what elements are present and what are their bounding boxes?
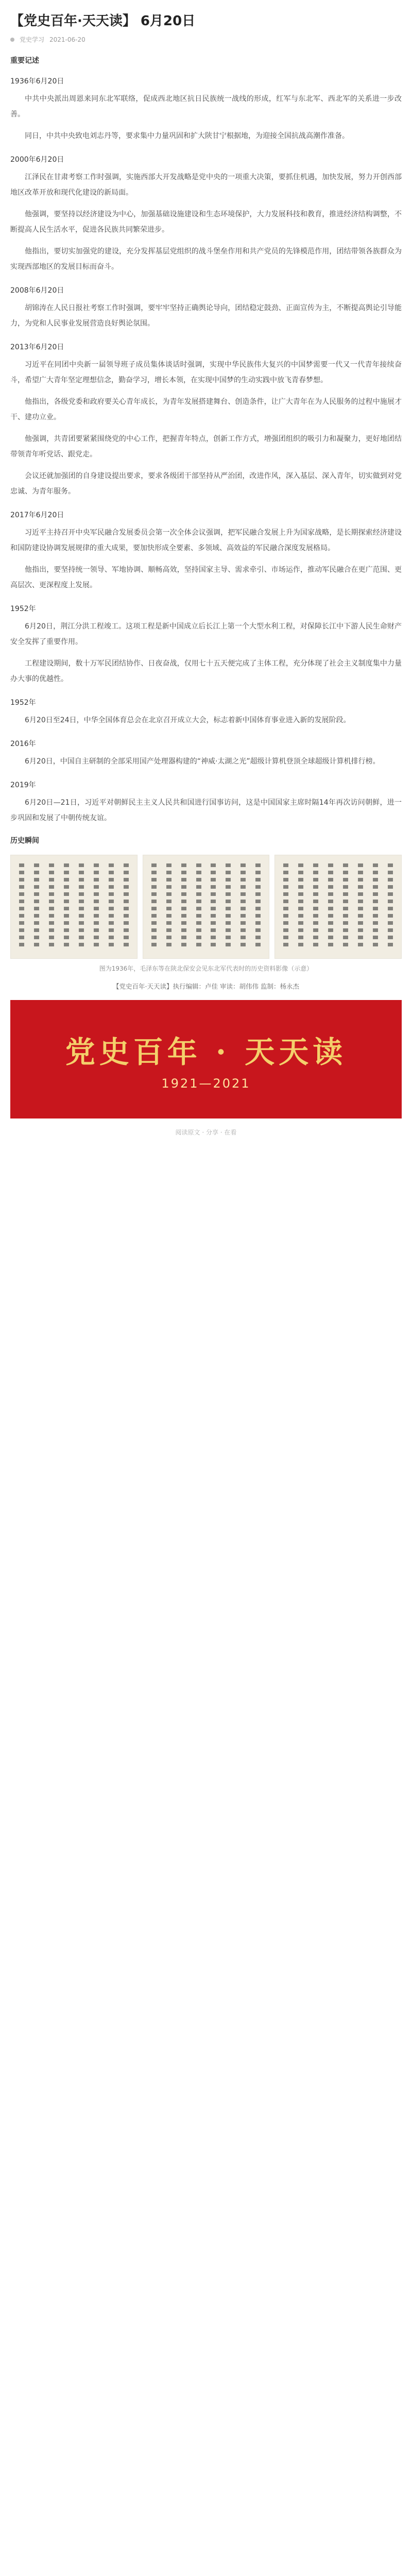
event-year: 2013年6月20日 bbox=[10, 343, 64, 351]
event-paragraph: 中共中央派出周恩来同东北军联络，促成西北地区抗日民族统一战线的形成，红军与东北军、西北军的关系进一步改善。 bbox=[10, 95, 402, 118]
author[interactable]: 党史学习 bbox=[20, 36, 45, 43]
calligraphy-image-2[interactable] bbox=[143, 855, 270, 959]
event-paragraph: 同日，中共中央致电刘志丹等，要求集中力量巩固和扩大陕甘宁根据地，为迎接全国抗战高潮作准备。 bbox=[25, 132, 349, 140]
gallery-caption: 图为1936年，毛泽东等在陕北保安会见东北军代表时的历史资料影像（示意） bbox=[99, 965, 313, 972]
banner-subtitle: 1921—2021 bbox=[161, 1076, 251, 1091]
event-year: 2000年6月20日 bbox=[10, 156, 64, 164]
footer-actions[interactable]: 阅读原文 · 分享 · 在看 bbox=[175, 1129, 237, 1136]
event-paragraph: 习近平主持召开中央军民融合发展委员会第一次全体会议强调，把军民融合发展上升为国家战略，是长期探索经济建设和国防建设协调发展规律的重大成果，要加快形成全要素、多领域、高效益的军民融合深度发展格局。 bbox=[10, 529, 402, 552]
event-paragraph: 他指出，要切实加强党的建设，充分发挥基层党组织的战斗堡垒作用和共产党员的先锋模范作用，团结带领各族群众为实现西部地区的发展目标而奋斗。 bbox=[10, 247, 402, 271]
event-paragraph: 他强调，共青团要紧紧围绕党的中心工作，把握青年特点，创新工作方式，增强团组织的吸引力和凝聚力，更好地团结带领青年听党话、跟党走。 bbox=[10, 435, 402, 459]
event-paragraph: 胡锦涛在人民日报社考察工作时强调，要牢牢坚持正确舆论导向，团结稳定鼓劲、正面宣传为主，不断提高舆论引导能力，为党和人民事业发展营造良好舆论氛围。 bbox=[10, 304, 402, 328]
event-paragraph: 6月20日至24日，中华全国体育总会在北京召开成立大会，标志着新中国体育事业进入新的发展阶段。 bbox=[25, 716, 351, 724]
editor-credits: 【党史百年·天天读】执行编辑：卢佳 审读：胡伟伟 监制：杨永杰 bbox=[113, 982, 299, 990]
event-paragraph: 他指出，要坚持统一领导、军地协调、顺畅高效，坚持国家主导、需求牵引、市场运作，推动军民融合在更广范围、更高层次、更深程度上发展。 bbox=[10, 566, 402, 589]
meta-row bbox=[10, 35, 402, 44]
banner-title: 党史百年 · 天天读 bbox=[65, 1035, 347, 1070]
publish-date: 2021-06-20 bbox=[49, 36, 85, 43]
event-year: 1952年 bbox=[10, 605, 36, 613]
section-label-gallery: 历史瞬间 bbox=[10, 837, 39, 845]
calligraphy-image-3[interactable] bbox=[274, 855, 402, 959]
calligraphy-image-1[interactable] bbox=[10, 855, 138, 959]
event-year: 2017年6月20日 bbox=[10, 511, 64, 519]
event-paragraph: 工程建设期间，数十万军民团结协作、日夜奋战，仅用七十五天便完成了主体工程，充分体现了社会主义制度集中力量办大事的优越性。 bbox=[10, 659, 402, 683]
event-paragraph: 6月20日，中国自主研制的全部采用国产处理器构建的“神威·太湖之光”超级计算机登顶全球超级计算机排行榜。 bbox=[25, 757, 380, 766]
article bbox=[10, 0, 402, 1137]
event-year: 2019年 bbox=[10, 781, 36, 789]
event-year: 2016年 bbox=[10, 740, 36, 748]
event-year: 1952年 bbox=[10, 699, 36, 707]
photo-gallery bbox=[10, 855, 402, 959]
event-year: 1936年6月20日 bbox=[10, 77, 64, 86]
page-title: 【党史百年·天天读】 6月20日 bbox=[10, 13, 196, 29]
event-paragraph: 江泽民在甘肃考察工作时强调，实施西部大开发战略是党中央的一项重大决策，要抓住机遇，加快发展，努力开创西部地区改革开放和现代化建设的新局面。 bbox=[10, 173, 402, 197]
event-paragraph: 他指出，各级党委和政府要关心青年成长，为青年发展搭建舞台、创造条件，让广大青年在为人民服务的过程中施展才干、建功立业。 bbox=[10, 398, 402, 421]
event-paragraph: 会议还就加强团的自身建设提出要求，要求各级团干部坚持从严治团，改进作风，深入基层、深入青年，切实做到对党忠诚、为青年服务。 bbox=[10, 472, 402, 496]
author-icon bbox=[10, 38, 14, 42]
banner-image bbox=[10, 1000, 402, 1118]
event-paragraph: 6月20日—21日，习近平对朝鲜民主主义人民共和国进行国事访问，这是中国国家主席时隔14年再次访问朝鲜，进一步巩固和发展了中朝传统友谊。 bbox=[10, 799, 402, 822]
content-blocks bbox=[10, 76, 402, 826]
event-paragraph: 他强调，要坚持以经济建设为中心，加强基础设施建设和生态环境保护，大力发展科技和教育，推进经济结构调整，不断提高人民生活水平，促进各民族共同繁荣进步。 bbox=[10, 210, 402, 234]
event-paragraph: 6月20日，荆江分洪工程竣工。这项工程是新中国成立后长江上第一个大型水利工程，对保障长江中下游人民生命财产安全发挥了重要作用。 bbox=[10, 622, 402, 646]
section-label-events: 重要记述 bbox=[10, 57, 39, 65]
event-year: 2008年6月20日 bbox=[10, 286, 64, 295]
event-paragraph: 习近平在同团中央新一届领导班子成员集体谈话时强调，实现中华民族伟大复兴的中国梦需要一代又一代青年接续奋斗，希望广大青年坚定理想信念，勤奋学习，增长本领，在实现中国梦的生动实践中放飞青春梦想。 bbox=[10, 361, 402, 384]
